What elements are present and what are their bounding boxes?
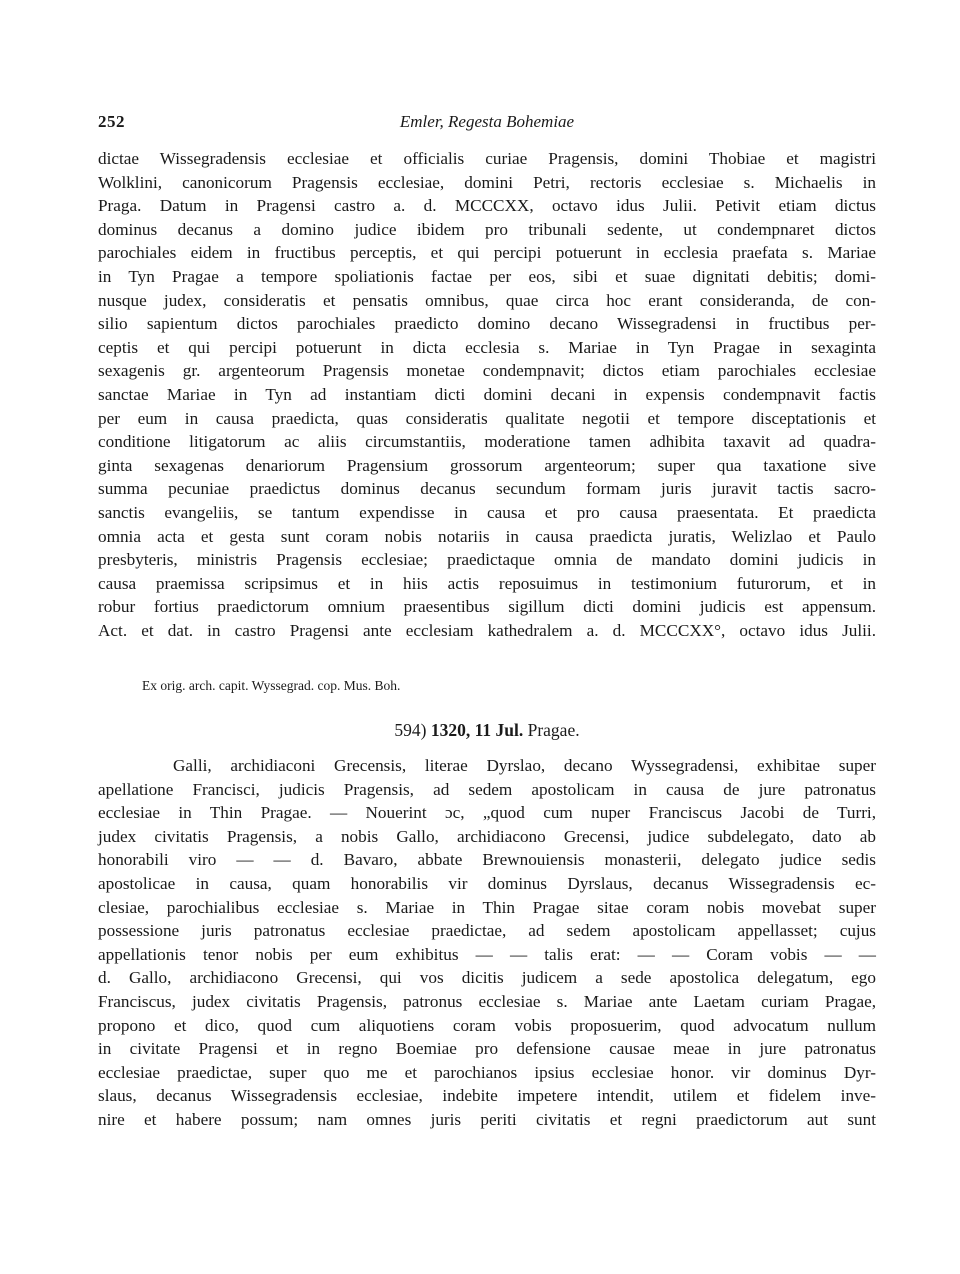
text-line: ecclesiae praedictae, super quo me et parochianos ipsius ecclesiae honor. vir dominus Dyr- <box>98 1062 876 1082</box>
continued-document-text <box>98 147 876 642</box>
text-line: causa praemissa scripsimus et in hiis actis reposuimus in testimonium futurorum, et in <box>98 573 876 593</box>
text-line: Act. et dat. in castro Pragensi ante ecclesiam kathedralem a. d. MCCCXX°, octavo idus Julii. <box>98 620 876 640</box>
text-line: judex civitatis Pragensis, a nobis Gallo, archidiacono Grecensi, judice subdelegato, dato ab <box>98 826 876 846</box>
page-number: 252 <box>98 112 125 131</box>
text-line: d. Gallo, archidiacono Grecensi, qui vos dicitis judicem a sede apostolica delegatum, ego <box>98 968 876 988</box>
text-line: per eum in causa praedicta, quas consideratis qualitate negotii et tempore disceptationis et <box>98 408 876 428</box>
text-line: apellatione Francisci, judicis Pragensis, ad sedem apostolicam in causa de jure patronatus <box>98 779 876 799</box>
text-line: in civitate Pragensi et in regno Boemiae pro defensione causae meae in jure patronatus <box>98 1039 876 1059</box>
entry-place: Pragae. <box>527 720 580 740</box>
text-line: sanctae Mariae in Tyn ad instantiam dicti domini decani in expensis condempnavit factis <box>98 384 876 404</box>
text-line: nire et habere possum; nam omnes juris periti civitatis et regni praedictorum aut sunt <box>98 1109 876 1129</box>
running-title: Emler, Regesta Bohemiae <box>399 112 575 131</box>
page-header <box>98 112 876 136</box>
text-line: possessione juris patronatus ecclesiae praedictae, ad sedem apostolicam appellasset; cujus <box>98 921 876 941</box>
text-line: summa pecuniae praedictus dominus decanus secundum formam juris juravit tactis sacro- <box>98 479 876 499</box>
text-line: propono et dico, quod cum aliquotiens coram vobis proposuerim, quod advocatum nullum <box>98 1015 876 1035</box>
text-line: Wolklini, canonicorum Pragensis ecclesiae, domini Petri, rectoris ecclesiae s. Michaelis in <box>98 172 876 192</box>
text-line: ginta sexagenas denariorum Pragensium grossorum argenteorum; super qua taxatione sive <box>98 455 876 475</box>
text-line: nusque judex, consideratis et pensatis omnibus, quae circa hoc erant consideranda, de con- <box>98 290 876 310</box>
text-line: sexagenis gr. argenteorum Pragensis monetae condempnavit; dictos etiam parochiales ecclesiae <box>98 361 876 381</box>
entry-date: 1320, 11 Jul. <box>430 720 524 740</box>
text-line: dictae Wissegradensis ecclesiae et officialis curiae Pragensis, domini Thobiae et magistri <box>98 149 876 168</box>
entry-heading <box>98 720 876 741</box>
entry-number: 594) <box>394 720 427 740</box>
text-line: honorabili viro — — d. Bavaro, abbate Brewnouiensis monasterii, delegato judice sedis <box>98 850 876 870</box>
text-line: appellationis tenor nobis per eum exhibitus — — talis erat: — — Coram vobis — — <box>98 944 876 964</box>
text-line: conditione litigatorum ac aliis circumstantiis, moderatione tamen adhibita taxavit ad quadra- <box>98 432 876 452</box>
text-line: clesiae, parochialibus ecclesiae s. Mariae in Thin Pragae sitae coram nobis movebat super <box>98 897 876 917</box>
text-line: robur fortius praedictorum omnium praesentibus sigillum dicti domini judicis est appensum. <box>98 597 876 617</box>
text-line: apostolicae in causa, quam honorabilis vir dominus Dyrslaus, decanus Wissegradensis ec- <box>98 873 876 893</box>
source-citation: Ex orig. arch. capit. Wyssegrad. cop. Mus. Boh. <box>142 678 401 693</box>
entry-594-text <box>98 754 876 1132</box>
text-line: Praga. Datum in Pragensi castro a. d. MCCCXX, octavo idus Julii. Petivit etiam dictus <box>98 196 876 216</box>
text-line: ceptis et qui percipi potuerunt in dicta ecclesia s. Mariae in Tyn Pragae in sexaginta <box>98 337 876 357</box>
text-line: Franciscus, judex civitatis Pragensis, patronus ecclesiae s. Mariae ante Laetam curiam Pragae, <box>98 991 876 1011</box>
text-line: parochiales eidem in fructibus perceptis, et qui percipi potuerunt in ecclesia praefata s. Mariae <box>98 243 876 263</box>
text-line: sanctis evangeliis, se tantum expendisse in causa et pro causa praesentata. Et praedicta <box>98 502 876 522</box>
book-page <box>98 0 876 1274</box>
text-line: presbyteris, ministris Pragensis ecclesiae; praedictaque omnia de mandato domini judicis in <box>98 550 876 570</box>
text-line: slaus, decanus Wissegradensis ecclesiae, indebite impetere intendit, utilem et fidelem inve- <box>98 1086 876 1106</box>
text-line: Galli, archidiaconi Grecensis, literae Dyrslao, decano Wyssegradensi, exhibitae super <box>173 756 876 775</box>
text-line: ecclesiae in Thin Pragae. — Nouerint ɔc, „quod cum nuper Franciscus Jacobi de Turri, <box>98 803 876 823</box>
text-line: dominus decanus a domino judice ibidem pro tribunali sedente, ut condempnaret dictos <box>98 219 876 239</box>
text-line: silio sapientum dictos parochiales praedicto domino decano Wissegradensi in fructibus per- <box>98 314 876 334</box>
text-line: in Tyn Pragae a tempore spoliationis factae per eos, sibi et suae dignitati debitis; domi- <box>98 266 876 286</box>
text-line: omnia acta et gesta sunt coram nobis notariis in causa praedicta juratis, Welizlao et Paulo <box>98 526 876 546</box>
